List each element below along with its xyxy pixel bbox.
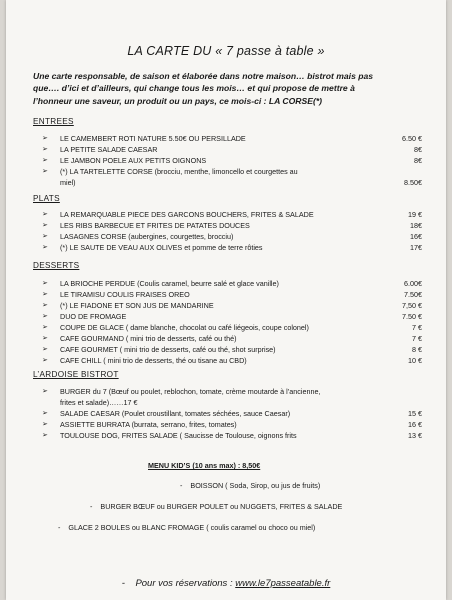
item-price: 7.50€ <box>404 290 422 299</box>
reservation-footer <box>6 578 446 589</box>
item-name: LA PETITE SALADE CAESAR <box>60 145 158 154</box>
bullet-icon: ➢ <box>42 357 48 364</box>
item-name: CAFE CHILL ( mini trio de desserts, thé ou tisane au CBD) <box>60 356 247 365</box>
item-price: 16 € <box>408 420 422 429</box>
bullet-icon: ➢ <box>42 410 48 417</box>
section-heading-ardoise: L’ARDOISE BISTROT <box>33 370 119 379</box>
item-name: LA REMARQUABLE PIECE DES GARCONS BOUCHERS, FRITES & SALADE <box>60 210 314 219</box>
footer-prefix: Pour vos réservations : <box>135 578 236 589</box>
kids-menu-line <box>58 523 315 532</box>
bullet-icon: ➢ <box>42 168 48 175</box>
bullet-icon: ➢ <box>42 421 48 428</box>
item-name: LE CAMEMBERT ROTI NATURE 5.50€ OU PERSILLADE <box>60 134 246 143</box>
bullet-icon: ➢ <box>42 135 48 142</box>
item-name: SALADE CAESAR (Poulet croustillant, tomates séchées, sauce Caesar) <box>60 409 291 418</box>
item-name: (*) LE SAUTE DE VEAU AUX OLIVES et pomme de terre rôties <box>60 243 263 252</box>
bullet-icon: ➢ <box>42 233 48 240</box>
item-name: LASAGNES CORSE (aubergines, courgettes, brocciu) <box>60 232 234 241</box>
bullet-icon: ➢ <box>42 432 48 439</box>
kids-line-text: GLACE 2 BOULES ou BLANC FROMAGE ( coulis caramel ou choco ou miel) <box>68 523 316 532</box>
dash-icon: - <box>121 578 125 589</box>
bullet-icon: ➢ <box>42 146 48 153</box>
item-price: 7,50 € <box>402 301 422 310</box>
item-price: 6.00€ <box>404 279 422 288</box>
section-heading-desserts: DESSERTS <box>33 261 80 270</box>
item-name: COUPE DE GLACE ( dame blanche, chocolat ou café liégeois, coupe colonel) <box>60 323 309 332</box>
item-name: TOULOUSE DOG, FRITES SALADE ( Saucisse de Toulouse, oignons frits <box>60 431 297 440</box>
item-price: 13 € <box>408 431 422 440</box>
dash-icon: - <box>90 502 93 511</box>
website-link[interactable]: www.le7passeatable.fr <box>235 578 331 589</box>
item-price: 7 € <box>412 323 422 332</box>
item-price: 7 € <box>412 334 422 343</box>
bullet-icon: ➢ <box>42 302 48 309</box>
item-name-cont: frites et salade)……17 € <box>60 398 138 407</box>
item-name: LA BRIOCHE PERDUE (Coulis caramel, beurre salé et glace vanille) <box>60 279 279 288</box>
kids-line-text: BURGER BŒUF ou BURGER POULET ou NUGGETS, FRITES & SALADE <box>100 502 343 511</box>
item-price: 8€ <box>414 156 422 165</box>
kids-line-text: BOISSON ( Soda, Sirop, ou jus de fruits) <box>190 481 321 490</box>
item-price: 10 € <box>408 356 422 365</box>
item-price: 17€ <box>410 243 422 252</box>
bullet-icon: ➢ <box>42 157 48 164</box>
item-name-cont: miel) <box>60 178 76 187</box>
intro-line: Une carte responsable, de saison et élaborée dans notre maison… bistrot mais pas <box>33 71 374 81</box>
bullet-icon: ➢ <box>42 244 48 251</box>
item-name: BURGER du 7 (Bœuf ou poulet, reblochon, tomate, crème moutarde à l’ancienne, <box>60 387 321 396</box>
bullet-icon: ➢ <box>42 388 48 395</box>
dash-icon: - <box>58 523 61 532</box>
item-price: 19 € <box>408 210 422 219</box>
item-name: (*) LA TARTELETTE CORSE (brocciu, menthe, limoncello et courgettes au <box>60 167 298 176</box>
menu-page <box>6 0 446 600</box>
item-price: 18€ <box>410 221 422 230</box>
item-name: LE TIRAMISU COULIS FRAISES OREO <box>60 290 190 299</box>
item-name: DUO DE FROMAGE <box>60 312 127 321</box>
dash-icon: - <box>180 481 183 490</box>
item-price: 8.50€ <box>404 178 422 187</box>
item-name: (*) LE FIADONE ET SON JUS DE MANDARINE <box>60 301 214 310</box>
item-price: 8€ <box>414 145 422 154</box>
bullet-icon: ➢ <box>42 291 48 298</box>
intro-line: que…. d’ici et d’ailleurs, qui change tous les mois… et qui propose de mettre à <box>33 83 355 94</box>
bullet-icon: ➢ <box>42 313 48 320</box>
bullet-icon: ➢ <box>42 346 48 353</box>
menu-title: LA CARTE DU « 7 passe à table » <box>127 44 325 58</box>
section-heading-entrees: ENTREES <box>33 117 74 126</box>
kids-menu-line <box>180 481 320 490</box>
bullet-icon: ➢ <box>42 222 48 229</box>
item-price: 15 € <box>408 409 422 418</box>
item-price: 8 € <box>412 345 422 354</box>
bullet-icon: ➢ <box>42 335 48 342</box>
item-price: 7.50 € <box>402 312 422 321</box>
item-price: 6.50 € <box>402 134 422 143</box>
bullet-icon: ➢ <box>42 324 48 331</box>
menu-intro <box>33 70 428 107</box>
item-name: LES RIBS BARBECUE ET FRITES DE PATATES DOUCES <box>60 221 250 230</box>
item-name: ASSIETTE BURRATA (burrata, serrano, frites, tomates) <box>60 420 237 429</box>
item-name: CAFE GOURMET ( mini trio de desserts, café ou thé, shot surprise) <box>60 345 276 354</box>
kids-menu-line <box>90 502 342 511</box>
bullet-icon: ➢ <box>42 211 48 218</box>
item-price: 16€ <box>410 232 422 241</box>
item-name: CAFE GOURMAND ( mini trio de desserts, café ou thé) <box>60 334 237 343</box>
section-heading-plats: PLATS <box>33 194 60 203</box>
item-name: LE JAMBON POELE AUX PETITS OIGNONS <box>60 156 207 165</box>
intro-line: l’honneur une saveur, un produit ou un pays, ce mois-ci : LA CORSE(*) <box>33 95 323 106</box>
kids-menu-heading: MENU KID’S (10 ans max) : 8,50€ <box>148 461 261 470</box>
bullet-icon: ➢ <box>42 280 48 287</box>
